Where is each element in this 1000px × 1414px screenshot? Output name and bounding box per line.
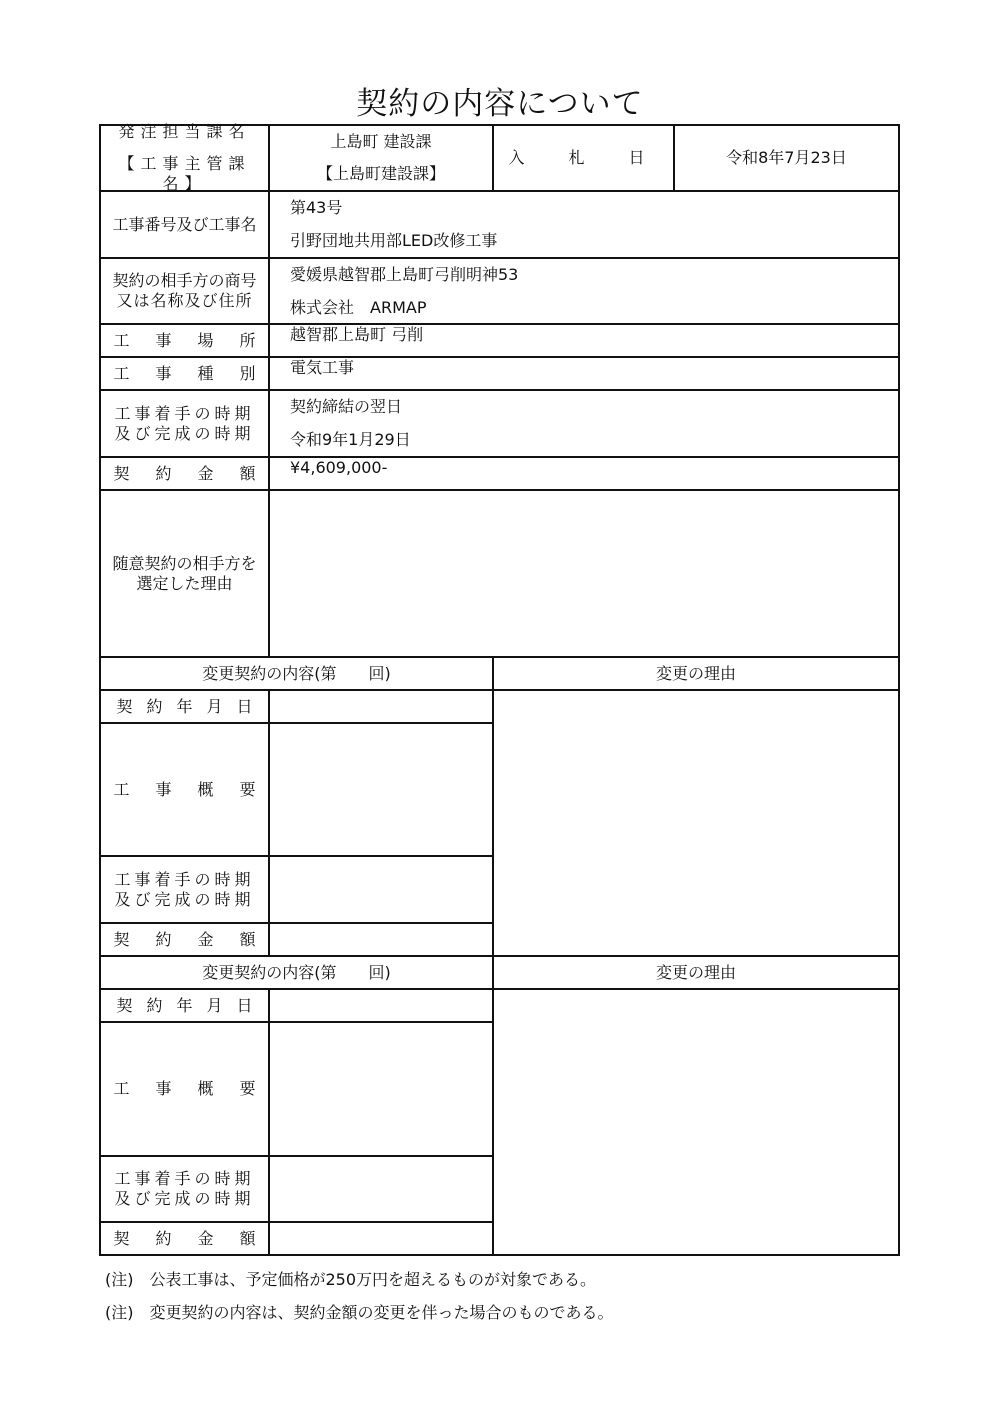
bid-date-label: 入 札 日 (508, 148, 659, 167)
contractor-label-line2: 又は名称及び住所 (116, 291, 253, 310)
reason-label-cell (101, 491, 268, 656)
contractor-name: 株式会社 ARMAP (290, 298, 427, 317)
change-summary-label: 工事概要 (113, 779, 282, 799)
dept-label-line1: 発注担当課名 (118, 122, 251, 141)
period-label-line1: 工事着手の時期 (114, 403, 255, 423)
change-amount-label: 契約金額 (113, 1228, 282, 1248)
work-no-value-line1: 第43号 (290, 198, 343, 217)
dept-label-line2: 【工事主管課名】 (118, 154, 251, 193)
reason-value-cell (270, 491, 898, 656)
change-header-left-text: 変更契約の内容(第 回) (202, 663, 391, 683)
bid-date-value: 令和8年7月23日 (726, 148, 847, 167)
change-summary-label-cell (101, 724, 282, 855)
site-label-cell (101, 325, 282, 356)
change-header-right (494, 957, 898, 988)
change-header-left-text: 変更契約の内容(第 回) (202, 962, 391, 982)
work-no-label-cell (101, 192, 268, 257)
change-period-label-line1: 工事着手の時期 (114, 869, 255, 889)
reason-label-line1: 随意契約の相手方を (112, 553, 257, 573)
change-period-label-line2: 及び完成の時期 (114, 1189, 255, 1208)
contractor-label-cell (101, 259, 268, 323)
contractor-value-cell (270, 259, 898, 323)
change-header-right-text: 変更の理由 (655, 962, 736, 982)
column-divider (268, 689, 270, 956)
work-no-label: 工事番号及び工事名 (112, 214, 257, 234)
column-divider (268, 988, 270, 1255)
amount-label-cell (101, 458, 282, 489)
change-header-left (101, 957, 492, 988)
change-summary-label: 工事概要 (113, 1079, 282, 1098)
change-amount-label: 契約金額 (113, 929, 282, 949)
bid-date-value-cell (675, 126, 898, 190)
type-label: 工事種別 (113, 363, 282, 383)
change-amount-label-cell (101, 1223, 282, 1254)
footnote: (注) 公表工事は、予定価格が250万円を超えるものが対象である。 (105, 1270, 597, 1289)
dept-value-line1: 上島町 建設課 (330, 132, 432, 151)
reason-label-line2: 選定した理由 (136, 573, 233, 593)
change-period-label-cell (101, 857, 268, 922)
change-header-right (494, 658, 898, 689)
change-date-label-cell (101, 990, 268, 1021)
contractor-label-line1: 契約の相手方の商号 (112, 271, 257, 290)
contractor-address: 愛媛県越智郡上島町弓削明神53 (290, 265, 519, 284)
work-no-value-line2: 引野団地共用部LED改修工事 (290, 231, 498, 250)
period-value-cell (270, 391, 898, 456)
dept-value-cell (270, 126, 492, 190)
column-divider (492, 656, 494, 1256)
amount-value: ¥4,609,000- (290, 458, 388, 477)
period-start: 契約締結の翌日 (290, 397, 403, 416)
work-no-value-cell (270, 192, 898, 257)
change-period-label-line1: 工事着手の時期 (114, 1169, 255, 1188)
dept-value-line2: 【上島町建設課】 (316, 164, 445, 183)
type-value-cell (270, 358, 898, 389)
amount-label: 契約金額 (113, 463, 282, 483)
bid-date-label-cell (494, 126, 673, 190)
change-period-label-line2: 及び完成の時期 (114, 889, 255, 909)
change-summary-label-cell (101, 1023, 282, 1155)
footnote: (注) 変更契約の内容は、契約金額の変更を伴った場合のものである。 (105, 1303, 614, 1322)
border-bottom (99, 1254, 900, 1256)
change-date-label: 契約年月日 (116, 995, 267, 1015)
change-date-label: 契約年月日 (116, 696, 267, 716)
site-label: 工事場所 (113, 330, 282, 350)
change-header-right-text: 変更の理由 (655, 663, 736, 683)
change-date-label-cell (101, 691, 268, 722)
type-label-cell (101, 358, 282, 389)
site-value: 越智郡上島町 弓削 (290, 325, 424, 344)
amount-value-cell (270, 458, 898, 489)
change-period-label-cell (101, 1157, 268, 1221)
period-label-line2: 及び完成の時期 (114, 423, 255, 443)
page-title: 契約の内容について (356, 86, 644, 122)
period-end: 令和9年1月29日 (290, 430, 411, 449)
change-amount-label-cell (101, 924, 282, 955)
change-header-left (101, 658, 492, 689)
site-value-cell (270, 325, 898, 356)
type-value: 電気工事 (290, 358, 355, 377)
period-label-cell (101, 391, 268, 456)
dept-label-cell (101, 122, 268, 193)
